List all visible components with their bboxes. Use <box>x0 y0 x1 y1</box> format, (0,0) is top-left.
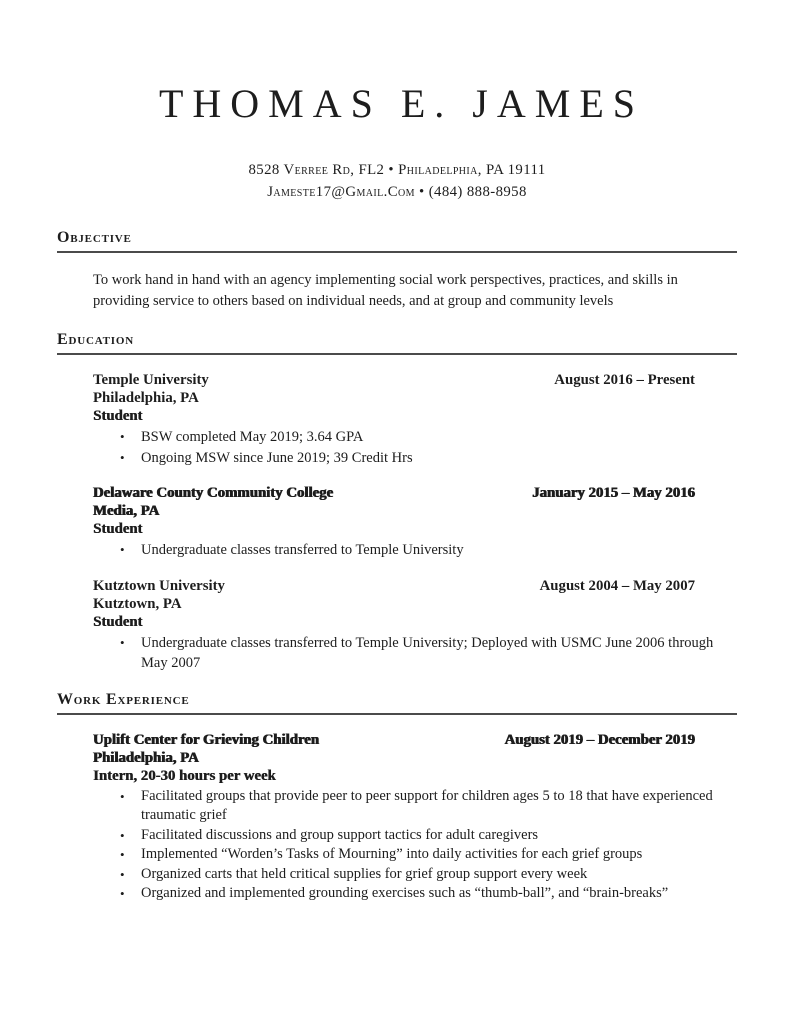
resume-entry <box>93 577 737 674</box>
resume-entry <box>93 731 737 904</box>
objective-text: To work hand in hand with an agency implementing social work perspectives, practices, and skills in providing service to others based on individual needs, and at group and community levels <box>93 272 678 309</box>
person-name: THOMAS E. JAMES <box>158 81 645 126</box>
entry-dates: August 2019 – December 2019 <box>504 731 695 748</box>
bullet-text: Facilitated groups that provide peer to peer support for children ages 5 to 18 that have experienced traumatic grief <box>141 787 713 823</box>
bullet-dot: • <box>120 827 125 843</box>
bullet-text: BSW completed May 2019; 3.64 GPA <box>141 429 364 445</box>
bullet-text: Ongoing MSW since June 2019; 39 Credit Hrs <box>141 449 413 466</box>
entry-header-row <box>93 484 737 502</box>
bullet-dot: • <box>120 866 125 882</box>
email-phone-line: Jameste17@Gmail.Com • (484) 888-8958 <box>267 183 527 200</box>
entry-header-row <box>93 731 737 749</box>
bullet-item <box>93 826 737 846</box>
entry-bullet-list <box>93 633 737 674</box>
bullet-item <box>93 448 737 469</box>
entry-title: Kutztown University <box>93 577 225 594</box>
bullet-item <box>93 633 737 674</box>
work-experience-section <box>57 691 737 904</box>
entry-location: Philadelphia, PA <box>93 749 199 766</box>
objective-heading: Objective <box>57 229 737 253</box>
entry-header-row <box>93 577 737 595</box>
entry-role: Student <box>93 408 143 424</box>
entry-role: Student <box>93 613 143 630</box>
entry-dates: August 2004 – May 2007 <box>539 577 695 594</box>
entry-title: Uplift Center for Grieving Children <box>93 731 320 748</box>
entry-location: Kutztown, PA <box>93 595 182 612</box>
entry-bullet-list <box>93 787 737 904</box>
bullet-text: Undergraduate classes transferred to Temple University; Deployed with USMC June 2006 through May 2007 <box>141 634 714 671</box>
bullet-item <box>93 884 737 904</box>
bullet-dot: • <box>120 886 125 901</box>
bullet-item <box>93 845 737 865</box>
bullet-item <box>93 865 737 885</box>
resume-entry <box>93 484 737 561</box>
bullet-dot: • <box>120 847 125 862</box>
entry-location: Media, PA <box>93 503 160 519</box>
bullet-item <box>93 787 737 826</box>
work-experience-heading: Work Experience <box>57 691 737 715</box>
bullet-text: Organized and implemented grounding exercises such as “thumb-ball”, and “brain-breaks” <box>141 885 669 901</box>
bullet-text: Implemented “Worden’s Tasks of Mourning” into daily activities for each grief groups <box>141 846 643 862</box>
entry-role: Intern, 20-30 hours per week <box>93 767 276 784</box>
entry-location: Philadelphia, PA <box>93 390 199 406</box>
bullet-dot: • <box>120 788 125 804</box>
education-section <box>57 331 737 674</box>
bullet-dot: • <box>120 449 125 465</box>
entry-bullet-list <box>93 427 737 468</box>
bullet-dot: • <box>120 634 125 650</box>
bullet-dot: • <box>120 542 125 557</box>
entry-bullet-list <box>93 540 737 561</box>
contact-block <box>57 160 737 203</box>
bullet-text: Organized carts that held critical supplies for grief group support every week <box>141 865 588 882</box>
entry-dates: August 2016 – Present <box>554 372 695 388</box>
education-heading: Education <box>57 331 737 355</box>
bullet-dot: • <box>120 429 125 444</box>
education-entries <box>57 371 737 674</box>
work-experience-entries <box>57 731 737 904</box>
bullet-text: Facilitated discussions and group support tactics for adult caregivers <box>141 826 539 843</box>
bullet-item <box>93 540 737 561</box>
objective-section <box>57 229 737 312</box>
entry-role: Student <box>93 521 143 537</box>
entry-header-row <box>93 371 737 389</box>
bullet-text: Undergraduate classes transferred to Temple University <box>141 542 464 558</box>
resume-entry <box>93 371 737 468</box>
address-line: 8528 Verree Rd, FL2 • Philadelphia, PA 19111 <box>248 162 546 178</box>
entry-title: Delaware County Community College <box>93 485 334 501</box>
entry-title: Temple University <box>93 372 209 388</box>
bullet-item <box>93 427 737 448</box>
entry-dates: January 2015 – May 2016 <box>532 485 695 501</box>
